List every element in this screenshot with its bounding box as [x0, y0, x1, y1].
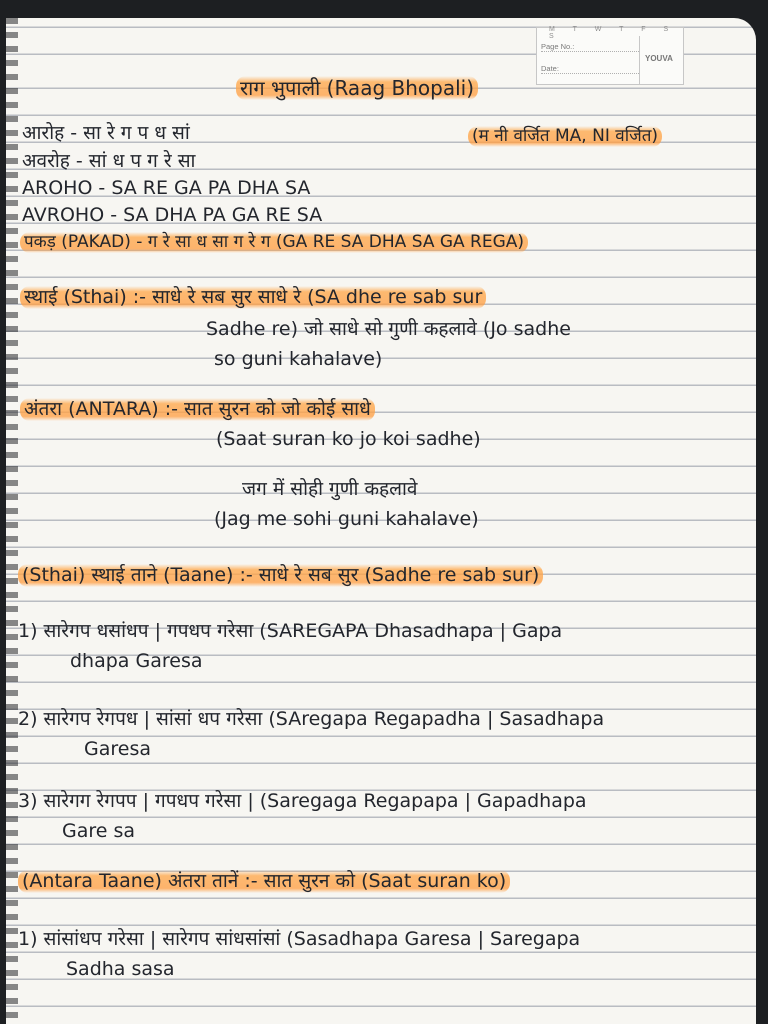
raag-title: राग भुपाली (Raag Bhopali)	[236, 76, 478, 100]
date-label: Date:	[541, 64, 639, 74]
antara-line-2: (Saat suran ko jo koi sadhe)	[216, 428, 481, 450]
sthai-line-1: स्थाई (Sthai) :- साधे रे सब सुर साधे रे (SA dhe re sab sur	[20, 286, 486, 309]
avroho-english: AVROHO - SA DHA PA GA RE SA	[22, 204, 323, 226]
taan-2-line-2: Garesa	[84, 738, 151, 760]
taan-1-line-1: 1) सारेगप धसांधप | गपधप गरेसा (SAREGAPA Dhasadhapa | Gapa	[18, 620, 563, 642]
page-info-box	[536, 27, 684, 85]
avroh-line: अवरोह - सां ध प ग रे सा	[22, 150, 196, 172]
varjit-note: (म नी वर्जित MA, NI वर्जित)	[468, 126, 662, 147]
antara-taane-heading: (Antara Taane) अंतरा तानें :- सात सुरन को (Saat suran ko)	[18, 870, 510, 893]
sthai-line-3: so guni kahalave)	[214, 348, 383, 370]
spiral-binding	[6, 18, 18, 1024]
brand-logo: YOUVA	[645, 54, 673, 63]
sthai-line-2: Sadhe re) जो साधे सो गुणी कहलावे (Jo sadhe	[206, 318, 571, 340]
taan-2-line-1: 2) सारेगप रेगपध | सांसां धप गरेसा (SAregapa Regapadha | Sasadhapa	[18, 708, 605, 730]
antara-line-3: जग में सोही गुणी कहलावे	[242, 478, 418, 500]
antara-taan-1-line-1: 1) सांसांधप गरेसा | सारेगप सांधसांसां (Sasadhapa Garesa | Saregapa	[18, 928, 581, 950]
aroh-line: आरोह - सा रे ग प ध सां	[22, 122, 190, 144]
box-divider	[639, 36, 640, 84]
sthai-taane-heading: (Sthai) स्थाई ताने (Taane) :- साधे रे सब सुर (Sadhe re sab sur)	[18, 564, 543, 587]
notebook-page	[6, 18, 756, 1024]
aroho-english: AROHO - SA RE GA PA DHA SA	[22, 177, 311, 199]
taan-1-line-2: dhapa Garesa	[70, 650, 203, 672]
antara-line-4: (Jag me sohi guni kahalave)	[214, 508, 479, 530]
pakad-line: पकड़ (PAKAD) - ग रे सा ध सा ग रे ग (GA RE SA DHA SA GA REGA)	[20, 232, 528, 253]
weekday-strip: M T W T F S S	[549, 26, 677, 40]
antara-taan-1-line-2: Sadha sasa	[66, 958, 175, 980]
taan-3-line-1: 3) सारेगग रेगपप | गपधप गरेसा | (Saregaga Regapapa | Gapadhapa	[18, 790, 587, 812]
taan-3-line-2: Gare sa	[62, 820, 136, 842]
page-no-label: Page No.:	[541, 42, 639, 52]
antara-line-1: अंतरा (ANTARA) :- सात सुरन को जो कोई साधे	[20, 398, 375, 421]
